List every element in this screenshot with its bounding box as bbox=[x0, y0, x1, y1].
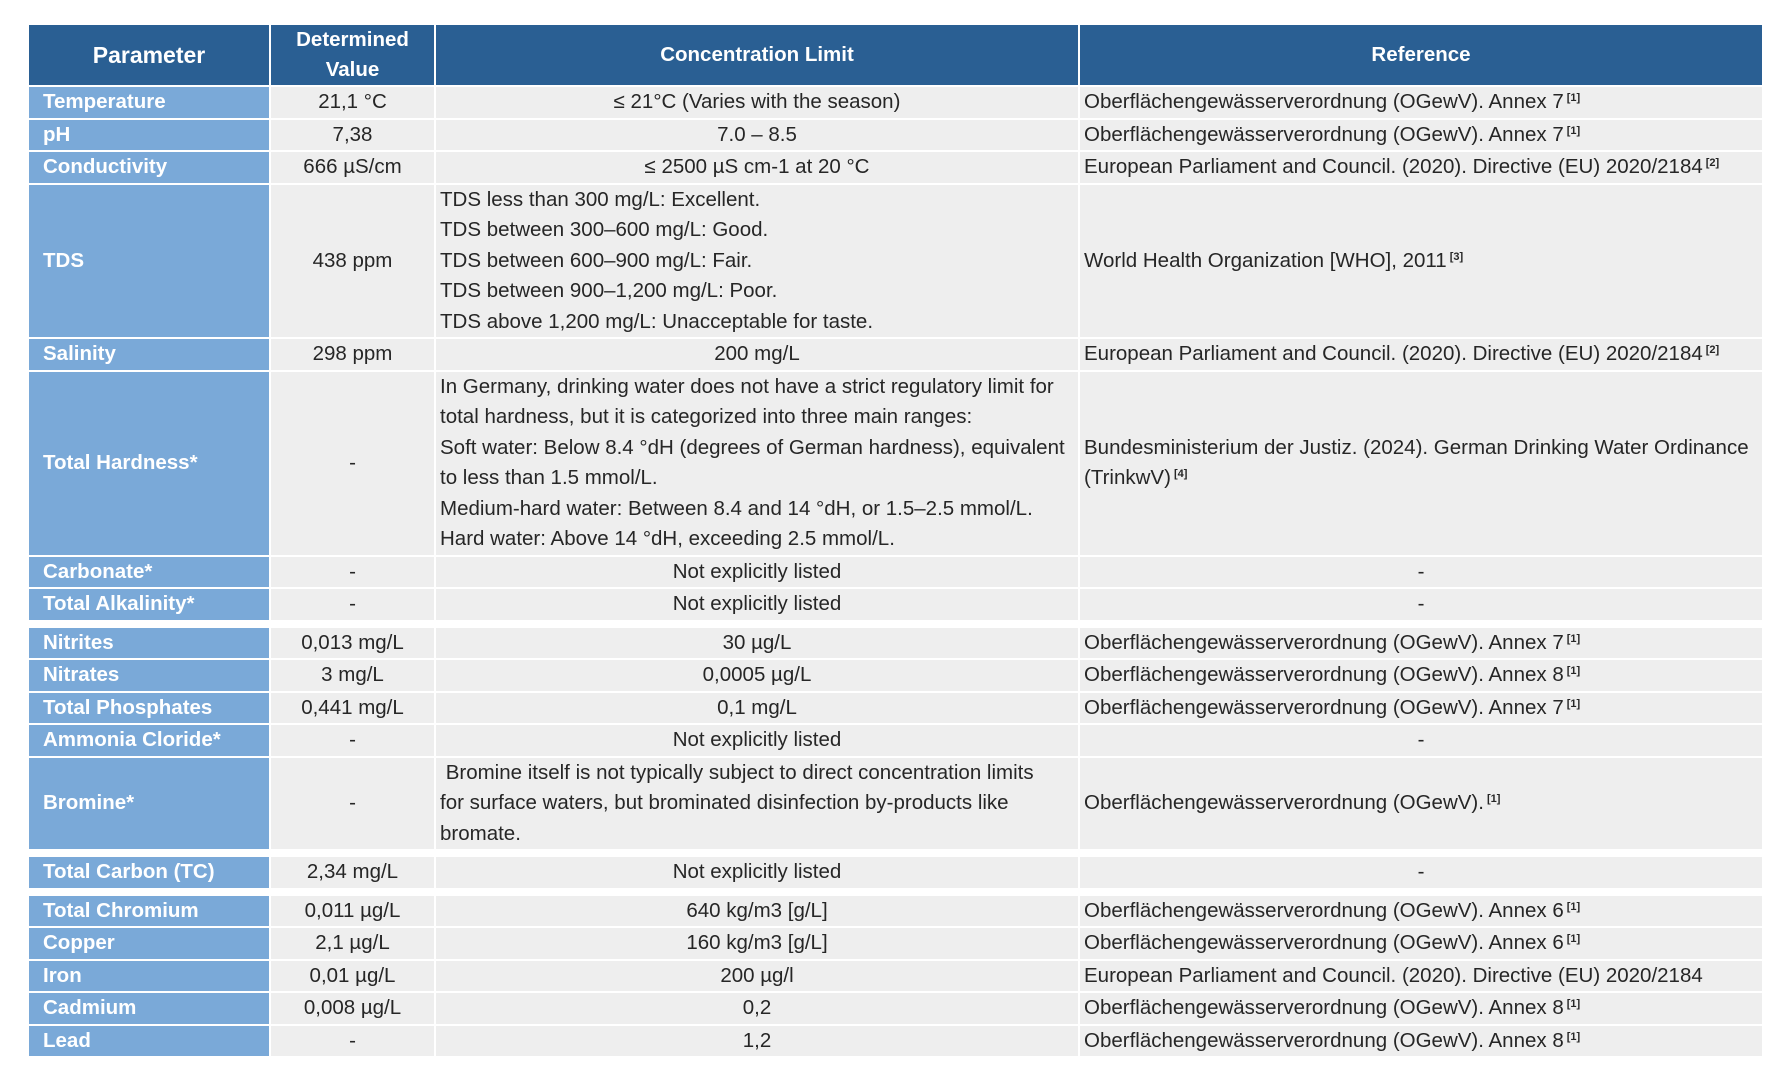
parameter-cell: Total Hardness* bbox=[29, 371, 270, 556]
determined-value-cell: - bbox=[270, 556, 435, 589]
citation-marker: [1] bbox=[1566, 92, 1581, 104]
concentration-limit-cell bbox=[435, 371, 1079, 556]
parameter-cell: Total Alkalinity* bbox=[29, 588, 270, 621]
limit-line: TDS between 900–1,200 mg/L: Poor. bbox=[440, 279, 778, 302]
citation-marker: [3] bbox=[1449, 250, 1464, 263]
reference-line: Oberflächengewässerverordnung (OGewV). Annex 7 bbox=[1084, 695, 1564, 719]
header-concentration-limit: Concentration Limit bbox=[435, 25, 1079, 86]
determined-value-cell: 7,38 bbox=[270, 119, 435, 152]
concentration-limit-cell bbox=[435, 757, 1079, 851]
citation-marker: [1] bbox=[1486, 793, 1501, 805]
parameter-cell: TDS bbox=[29, 184, 270, 339]
parameter-cell: Total Chromium bbox=[29, 896, 270, 928]
limit-line: TDS between 300–600 mg/L: Good. bbox=[440, 218, 769, 241]
citation-marker: [1] bbox=[1566, 1030, 1581, 1043]
concentration-limit-cell bbox=[435, 960, 1079, 993]
citation-marker: [1] bbox=[1566, 124, 1581, 137]
citation-marker: [1] bbox=[1566, 998, 1581, 1010]
determined-value-cell: 438 ppm bbox=[270, 184, 435, 339]
reference-cell bbox=[1079, 184, 1763, 339]
limit-line: Not explicitly listed bbox=[672, 860, 842, 883]
limit-line: 30 µg/L bbox=[722, 630, 792, 654]
reference-line: Oberflächengewässerverordnung (OGewV). Annex 6 bbox=[1084, 931, 1564, 954]
reference-cell bbox=[1079, 371, 1763, 556]
reference-cell bbox=[1079, 338, 1763, 371]
limit-line: Not explicitly listed bbox=[672, 559, 842, 583]
limit-line: 0,0005 µg/L bbox=[702, 663, 812, 686]
concentration-limit-cell bbox=[435, 184, 1079, 339]
limit-line: Soft water: Below 8.4 °dH (degrees of German hardness), equivalent bbox=[440, 435, 1065, 459]
table-row bbox=[29, 371, 1763, 556]
reference-line: World Health Organization [WHO], 2011 bbox=[1084, 248, 1447, 272]
table-row bbox=[29, 588, 1763, 621]
limit-line: bromate. bbox=[440, 821, 521, 845]
determined-value-cell: - bbox=[270, 724, 435, 757]
table-row bbox=[29, 338, 1763, 371]
reference-cell bbox=[1079, 588, 1763, 621]
table-row bbox=[29, 757, 1763, 851]
table-row bbox=[29, 119, 1763, 152]
reference-line: Bundesministerium der Justiz. (2024). German Drinking Water Ordinance bbox=[1084, 435, 1749, 459]
limit-line: Bromine itself is not typically subject to direct concentration limits bbox=[440, 760, 1034, 784]
limit-line: 1,2 bbox=[742, 1028, 772, 1052]
reference-line: Oberflächengewässerverordnung (OGewV). Annex 7 bbox=[1084, 122, 1564, 146]
table-row bbox=[29, 896, 1763, 928]
table-row bbox=[29, 659, 1763, 692]
concentration-limit-cell bbox=[435, 628, 1079, 660]
parameter-cell: Salinity bbox=[29, 338, 270, 371]
reference-line: Oberflächengewässerverordnung (OGewV). Annex 8 bbox=[1084, 663, 1564, 686]
limit-line: 200 mg/L bbox=[714, 342, 800, 365]
limit-line: ≤ 2500 µS cm-1 at 20 °C bbox=[644, 155, 870, 178]
citation-marker: [1] bbox=[1566, 665, 1581, 677]
reference-line: - bbox=[1417, 728, 1425, 751]
limit-line: to less than 1.5 mmol/L. bbox=[440, 466, 658, 489]
table-row bbox=[29, 992, 1763, 1025]
parameter-cell: Total Phosphates bbox=[29, 692, 270, 725]
determined-value-cell: 0,008 µg/L bbox=[270, 992, 435, 1025]
table-row bbox=[29, 628, 1763, 660]
reference-line: Oberflächengewässerverordnung (OGewV). Annex 6 bbox=[1084, 898, 1564, 922]
parameter-cell: Iron bbox=[29, 960, 270, 993]
determined-value-cell: - bbox=[270, 1025, 435, 1058]
determined-value-cell: 0,013 mg/L bbox=[270, 628, 435, 660]
reference-line: Oberflächengewässerverordnung (OGewV). bbox=[1084, 791, 1484, 814]
concentration-limit-cell bbox=[435, 151, 1079, 184]
reference-cell bbox=[1079, 960, 1763, 993]
limit-line: ≤ 21°C (Varies with the season) bbox=[613, 90, 901, 113]
reference-line: European Parliament and Council. (2020). Directive (EU) 2020/2184 bbox=[1084, 963, 1703, 987]
water-quality-table bbox=[29, 25, 1764, 1058]
reference-line: Oberflächengewässerverordnung (OGewV). Annex 8 bbox=[1084, 996, 1564, 1019]
reference-line: - bbox=[1417, 860, 1425, 883]
table-row bbox=[29, 724, 1763, 757]
table-row bbox=[29, 184, 1763, 339]
concentration-limit-cell bbox=[435, 992, 1079, 1025]
determined-value-cell: 0,01 µg/L bbox=[270, 960, 435, 993]
spacer-row bbox=[29, 621, 1763, 628]
determined-value-cell: 3 mg/L bbox=[270, 659, 435, 692]
limit-line: 0,2 bbox=[742, 996, 772, 1019]
concentration-limit-cell bbox=[435, 1025, 1079, 1058]
limit-line: 7.0 – 8.5 bbox=[717, 122, 797, 146]
table-row bbox=[29, 927, 1763, 960]
parameter-cell: Copper bbox=[29, 927, 270, 960]
concentration-limit-cell bbox=[435, 588, 1079, 621]
concentration-limit-cell bbox=[435, 119, 1079, 152]
concentration-limit-cell bbox=[435, 659, 1079, 692]
reference-cell bbox=[1079, 857, 1763, 889]
citation-marker: [4] bbox=[1173, 468, 1188, 480]
citation-marker: [1] bbox=[1566, 933, 1581, 945]
limit-line: 160 kg/m3 [g/L] bbox=[686, 931, 828, 954]
reference-cell bbox=[1079, 86, 1763, 119]
reference-cell bbox=[1079, 1025, 1763, 1058]
parameter-cell: Cadmium bbox=[29, 992, 270, 1025]
reference-line: (TrinkwV) bbox=[1084, 466, 1171, 489]
reference-cell bbox=[1079, 628, 1763, 660]
reference-cell bbox=[1079, 757, 1763, 851]
determined-value-cell: - bbox=[270, 371, 435, 556]
reference-cell bbox=[1079, 692, 1763, 725]
citation-marker: [1] bbox=[1566, 697, 1581, 710]
determined-value-cell: 298 ppm bbox=[270, 338, 435, 371]
header-parameter: Parameter bbox=[29, 25, 270, 86]
concentration-limit-cell bbox=[435, 927, 1079, 960]
reference-line: - bbox=[1417, 559, 1425, 583]
concentration-limit-cell bbox=[435, 556, 1079, 589]
reference-line: European Parliament and Council. (2020). Directive (EU) 2020/2184 bbox=[1084, 155, 1703, 178]
table-row bbox=[29, 86, 1763, 119]
reference-cell bbox=[1079, 927, 1763, 960]
reference-cell bbox=[1079, 992, 1763, 1025]
reference-line: Oberflächengewässerverordnung (OGewV). Annex 7 bbox=[1084, 630, 1564, 654]
limit-line: Medium-hard water: Between 8.4 and 14 °dH, or 1.5–2.5 mmol/L. bbox=[440, 496, 1033, 520]
determined-value-cell: 0,011 µg/L bbox=[270, 896, 435, 928]
concentration-limit-cell bbox=[435, 896, 1079, 928]
parameter-cell: Bromine* bbox=[29, 757, 270, 851]
limit-line: 200 µg/l bbox=[720, 963, 794, 987]
table-body bbox=[29, 86, 1763, 1057]
parameter-cell: Temperature bbox=[29, 86, 270, 119]
determined-value-cell: 0,441 mg/L bbox=[270, 692, 435, 725]
reference-line: Oberflächengewässerverordnung (OGewV). Annex 7 bbox=[1084, 90, 1564, 113]
table-row bbox=[29, 151, 1763, 184]
limit-line: total hardness, but it is categorized into three main ranges: bbox=[440, 405, 973, 428]
reference-cell bbox=[1079, 119, 1763, 152]
parameter-cell: Nitrites bbox=[29, 628, 270, 660]
determined-value-cell: 21,1 °C bbox=[270, 86, 435, 119]
concentration-limit-cell bbox=[435, 86, 1079, 119]
parameter-cell: Nitrates bbox=[29, 659, 270, 692]
reference-line: - bbox=[1417, 592, 1425, 615]
limit-line: 640 kg/m3 [g/L] bbox=[686, 898, 828, 922]
limit-line: 0,1 mg/L bbox=[717, 695, 797, 719]
determined-value-cell: - bbox=[270, 588, 435, 621]
table-row bbox=[29, 556, 1763, 589]
table-row bbox=[29, 857, 1763, 889]
reference-cell bbox=[1079, 896, 1763, 928]
determined-value-cell: - bbox=[270, 757, 435, 851]
reference-line: Oberflächengewässerverordnung (OGewV). Annex 8 bbox=[1084, 1028, 1564, 1052]
concentration-limit-cell bbox=[435, 338, 1079, 371]
concentration-limit-cell bbox=[435, 857, 1079, 889]
header-determined-line1: Determined bbox=[296, 28, 409, 51]
concentration-limit-cell bbox=[435, 692, 1079, 725]
determined-value-cell: 666 µS/cm bbox=[270, 151, 435, 184]
reference-cell bbox=[1079, 724, 1763, 757]
header-row bbox=[29, 25, 1763, 86]
header-determined-value bbox=[270, 25, 435, 86]
limit-line: Not explicitly listed bbox=[672, 592, 842, 615]
reference-cell bbox=[1079, 556, 1763, 589]
parameter-cell: Carbonate* bbox=[29, 556, 270, 589]
reference-line: European Parliament and Council. (2020). Directive (EU) 2020/2184 bbox=[1084, 342, 1703, 365]
parameter-cell: Ammonia Cloride* bbox=[29, 724, 270, 757]
determined-value-cell: 2,34 mg/L bbox=[270, 857, 435, 889]
parameter-cell: Conductivity bbox=[29, 151, 270, 184]
header-determined-line2: Value bbox=[325, 58, 380, 81]
table-row bbox=[29, 692, 1763, 725]
spacer-cell bbox=[29, 621, 1763, 628]
header-reference: Reference bbox=[1079, 25, 1763, 86]
concentration-limit-cell bbox=[435, 724, 1079, 757]
table-row bbox=[29, 960, 1763, 993]
limit-line: TDS between 600–900 mg/L: Fair. bbox=[440, 248, 753, 272]
limit-line: TDS above 1,200 mg/L: Unacceptable for taste. bbox=[440, 309, 874, 333]
limit-line: TDS less than 300 mg/L: Excellent. bbox=[440, 187, 761, 211]
citation-marker: [2] bbox=[1705, 157, 1720, 169]
table-row bbox=[29, 1025, 1763, 1058]
limit-line: Not explicitly listed bbox=[672, 728, 842, 751]
limit-line: for surface waters, but brominated disinfection by-products like bbox=[440, 791, 1009, 814]
limit-line: Hard water: Above 14 °dH, exceeding 2.5 mmol/L. bbox=[440, 527, 895, 550]
parameter-cell: pH bbox=[29, 119, 270, 152]
parameter-cell: Lead bbox=[29, 1025, 270, 1058]
citation-marker: [1] bbox=[1566, 632, 1581, 645]
reference-cell bbox=[1079, 659, 1763, 692]
citation-marker: [1] bbox=[1566, 900, 1581, 913]
spacer-cell bbox=[29, 850, 1763, 857]
determined-value-cell: 2,1 µg/L bbox=[270, 927, 435, 960]
spacer-cell bbox=[29, 889, 1763, 896]
limit-line: In Germany, drinking water does not have a strict regulatory limit for bbox=[440, 374, 1054, 398]
parameter-cell: Total Carbon (TC) bbox=[29, 857, 270, 889]
spacer-row bbox=[29, 850, 1763, 857]
spacer-row bbox=[29, 889, 1763, 896]
reference-cell bbox=[1079, 151, 1763, 184]
citation-marker: [2] bbox=[1705, 344, 1720, 356]
